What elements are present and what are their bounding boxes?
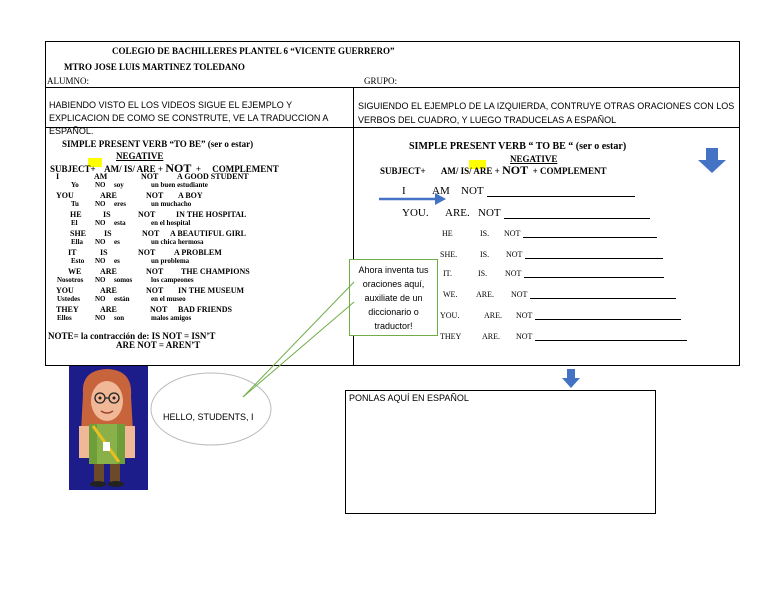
exercise-verb: ARE. — [484, 311, 502, 320]
left-instruction: HABIENDO VISTO EL LOS VIDEOS SIGUE EL EJEMPLO Y EXPLICACION DE COMO SE CONSTRUTE, VE LA TRADUCCION A ESPAÑOL. — [49, 100, 328, 136]
exercise-not: NOT — [516, 311, 681, 320]
left-en-word: YOU — [56, 286, 74, 295]
left-es-word: un muchacho — [151, 200, 192, 208]
exercise-subject: IT. — [443, 269, 452, 278]
contraction-note: NOTE= la contracción de: IS NOT = ISN’T — [48, 331, 216, 341]
exercise-verb: IS. — [480, 250, 490, 259]
left-en-word: YOU — [56, 191, 74, 200]
left-en-word: A GOOD STUDENT — [177, 172, 249, 181]
left-en-word: ARE — [100, 305, 117, 314]
left-es-word: esta — [114, 219, 126, 227]
left-en-word: IT — [68, 248, 77, 257]
left-es-word: son — [114, 314, 125, 322]
left-en-word: BAD FRIENDS — [178, 305, 233, 314]
left-es-word: Nosotros — [57, 276, 84, 284]
teacher-name: MTRO JOSE LUIS MARTINEZ TOLEDANO — [64, 62, 245, 72]
left-es-word: un problema — [151, 257, 190, 265]
left-title: SIMPLE PRESENT VERB “TO BE” (ser o estar) — [62, 139, 254, 149]
left-en-word: NOT — [141, 172, 159, 181]
left-es-word: El — [71, 219, 78, 227]
left-es-word: NO — [95, 200, 106, 208]
group-label: GRUPO: — [364, 76, 398, 86]
left-en-word: IS — [104, 229, 112, 238]
exercise-subject: THEY — [440, 332, 462, 341]
exercise-not: NOT — [505, 269, 664, 278]
callout-text: Ahora inventa tus oraciones aquí, auxiliate de un diccionario o traductor! — [358, 265, 429, 331]
left-en-word: AM — [94, 172, 108, 181]
exercise-subject: WE. — [443, 290, 458, 299]
left-es-word: NO — [95, 181, 106, 189]
left-es-word: están — [114, 295, 130, 303]
exercise-verb: ARE. — [482, 332, 500, 341]
left-en-word: NOT — [146, 267, 164, 276]
left-en-word: HE — [70, 210, 82, 219]
left-es-word: en el hospital — [151, 219, 191, 227]
contraction-note-2: ARE NOT = AREN’T — [116, 340, 201, 350]
left-es-word: NO — [95, 295, 106, 303]
exercise-verb: ARE. — [476, 290, 494, 299]
exercise-not: NOT — [461, 185, 635, 197]
exercise-subject: YOU. — [402, 207, 429, 219]
student-label: ALUMNO: — [47, 76, 89, 86]
left-en-word: NOT — [146, 286, 164, 295]
left-en-word: NOT — [146, 191, 164, 200]
left-en-word: A BOY — [178, 191, 203, 200]
school-name: COLEGIO DE BACHILLERES PLANTEL 6 “VICENTE GUERRERO” — [112, 46, 395, 56]
left-es-word: Esto — [71, 257, 85, 265]
avatar — [69, 366, 148, 490]
left-es-word: es — [114, 257, 120, 265]
left-es-word: NO — [95, 238, 106, 246]
left-es-word: NO — [95, 276, 106, 284]
exercise-verb: AM — [432, 185, 450, 197]
exercise-verb: IS. — [478, 269, 488, 278]
left-en-word: ARE — [100, 286, 117, 295]
down-arrow-small-icon — [561, 369, 581, 389]
right-subject: SUBJECT+ — [380, 166, 426, 176]
left-es-word: NO — [95, 219, 106, 227]
exercise-subject: I — [402, 185, 406, 197]
left-es-word: eres — [114, 200, 126, 208]
spanish-box-label: PONLAS AQUÍ EN ESPAÑOL — [349, 393, 469, 403]
left-plus: + — [195, 164, 201, 174]
left-en-word: NOT — [150, 305, 168, 314]
exercise-verb: IS. — [480, 229, 490, 238]
exercise-subject: SHE. — [440, 250, 458, 259]
left-en-word: I — [56, 172, 60, 181]
left-es-word: es — [114, 238, 120, 246]
left-en-word: IN THE HOSPITAL — [176, 210, 247, 219]
right-verbs: AM/ IS/ ARE + — [440, 166, 500, 176]
exercise-verb: ARE. — [445, 207, 470, 219]
left-en-word: THEY — [56, 305, 79, 314]
left-en-word: ARE — [100, 267, 117, 276]
left-es-word: un chica hermosa — [151, 238, 204, 246]
exercise-not: NOT — [504, 229, 657, 238]
left-es-word: somos — [114, 276, 133, 284]
left-subject: SUBJECT+ — [50, 164, 96, 174]
right-instruction: SIGUIENDO EL EJEMPLO DE LA IZQUIERDA, CONTRUYE OTRAS ORACIONES CON LOS VERBOS DEL CUADRO, Y LUEGO TRADUCELAS A ESPAÑOL — [358, 101, 735, 125]
right-negative: NEGATIVE — [510, 154, 558, 164]
left-es-word: los campeones — [151, 276, 194, 284]
left-es-word: Tu — [71, 200, 79, 208]
left-en-word: A PROBLEM — [174, 248, 222, 257]
exercise-not: NOT — [506, 250, 663, 259]
left-en-word: IN THE MUSEUM — [178, 286, 245, 295]
left-es-word: Ellos — [57, 314, 72, 322]
spanish-answer-box[interactable] — [345, 390, 656, 514]
right-not: NOT — [502, 163, 529, 177]
left-es-word: soy — [114, 181, 124, 189]
left-es-word: NO — [95, 314, 106, 322]
left-en-word: SHE — [70, 229, 87, 238]
exercise-not: NOT — [478, 207, 650, 219]
left-verbs: AM/ IS/ ARE + — [104, 164, 164, 174]
left-not: NOT — [165, 161, 192, 175]
left-en-word: IS — [103, 210, 111, 219]
exercise-subject: HE — [442, 229, 453, 238]
left-es-word: NO — [95, 257, 106, 265]
exercise-not: NOT — [516, 332, 687, 341]
left-es-word: Ustedes — [57, 295, 80, 303]
left-es-word: malos amigos — [151, 314, 192, 322]
left-en-word: NOT — [138, 248, 156, 257]
left-complement: COMPLEMENT — [212, 164, 279, 174]
left-en-word: NOT — [138, 210, 156, 219]
right-title: SIMPLE PRESENT VERB “ TO BE “ (ser o estar) — [409, 141, 627, 152]
left-en-word: IS — [100, 248, 108, 257]
left-es-word: un buen estudiante — [151, 181, 208, 189]
left-negative: NEGATIVE — [116, 151, 164, 161]
left-en-word: WE — [68, 267, 82, 276]
left-en-word: A BEAUTIFUL GIRL — [170, 229, 247, 238]
left-es-word: en el museo — [151, 295, 186, 303]
speech-text: HELLO, STUDENTS, I — [163, 412, 254, 422]
left-en-word: NOT — [142, 229, 160, 238]
left-es-word: Ella — [71, 238, 84, 246]
left-es-word: Yo — [71, 181, 79, 189]
left-en-word: ARE — [100, 191, 117, 200]
exercise-not: NOT — [511, 290, 676, 299]
left-en-word: THE CHAMPIONS — [181, 267, 250, 276]
right-complement: + COMPLEMENT — [532, 166, 607, 176]
exercise-subject: YOU. — [440, 311, 460, 320]
